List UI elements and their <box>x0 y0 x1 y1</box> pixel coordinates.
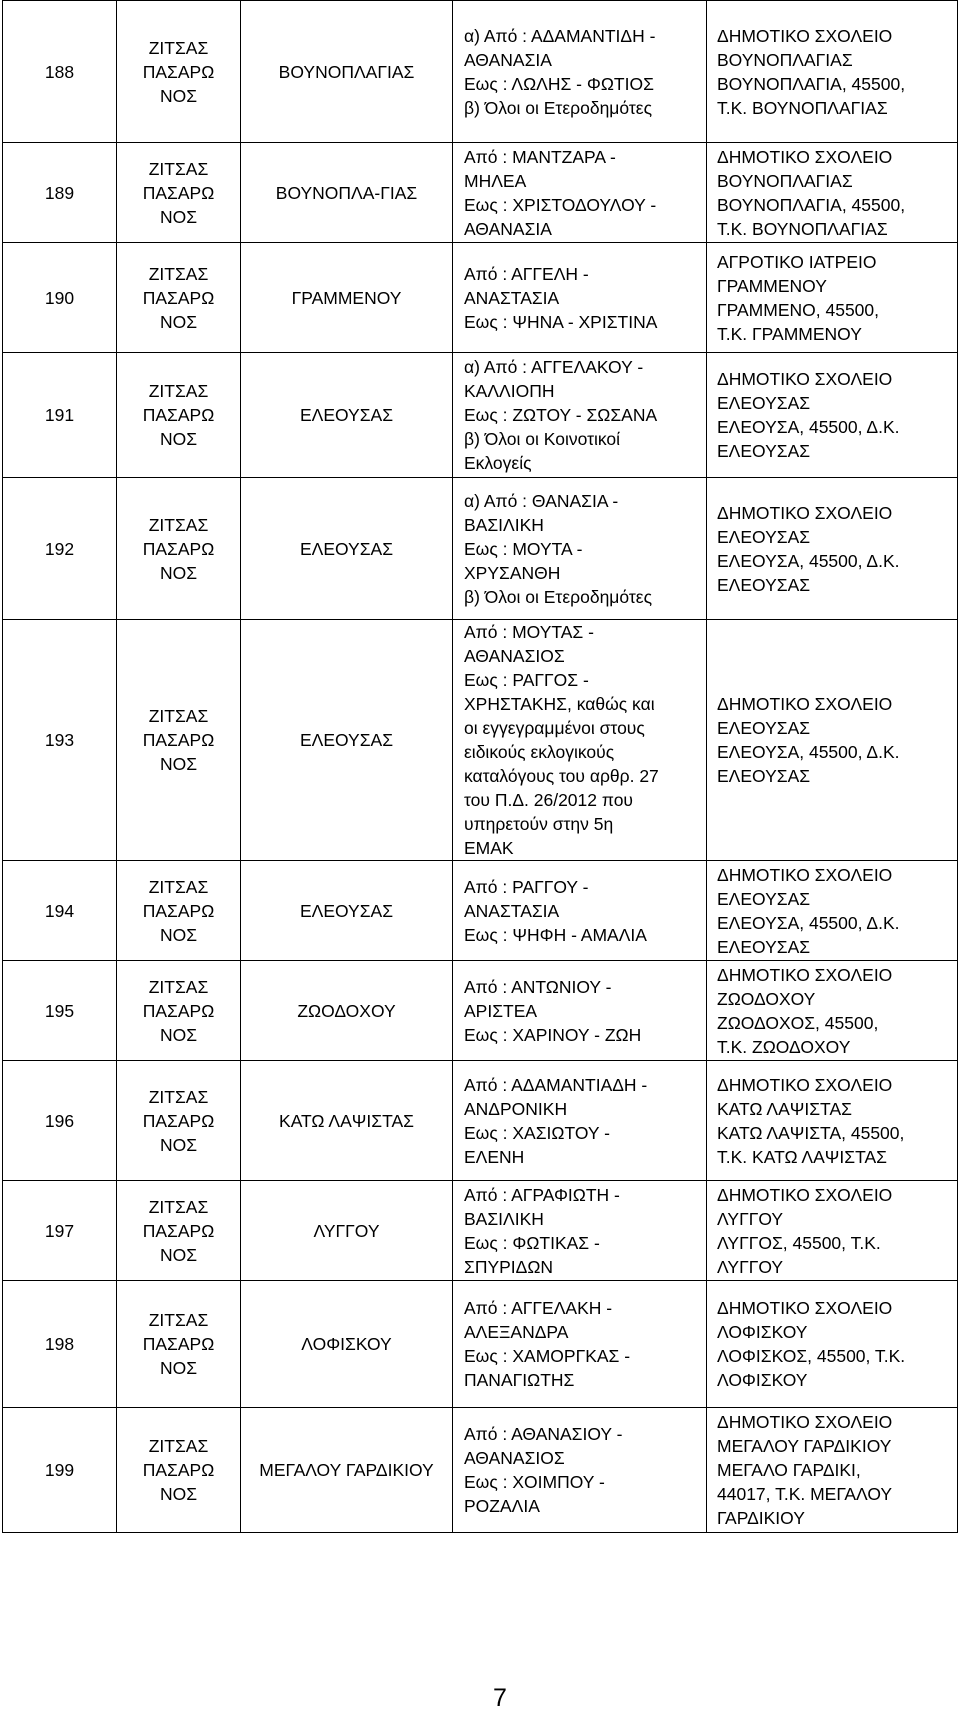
polling-place-cell <box>707 620 958 861</box>
voters-range-cell-line: ΣΠΥΡΙΔΩΝ <box>464 1256 554 1277</box>
voters-range-cell-line: οι εγγεγραμμένοι στους <box>464 718 645 738</box>
polling-place-cell-line: ΓΑΡΔΙΚΙΟΥ <box>717 1508 805 1528</box>
voters-range-cell-line: Εως : ΦΩΤΙΚΑΣ - <box>464 1232 600 1253</box>
municipality-cell-line: ΠΑΣΑΡΩ <box>142 1220 215 1241</box>
polling-place-cell-line: ΔΗΜΟΤΙΚΟ ΣΧΟΛΕΙΟ <box>717 146 893 167</box>
voters-range-cell-line: Από : ΜΟΥΤΑΣ - <box>464 622 594 642</box>
polling-place-cell-line: Τ.Κ. ΒΟΥΝΟΠΛΑΓΙΑΣ <box>717 97 888 118</box>
municipality-cell-line: ΖΙΤΣΑΣ <box>148 158 209 179</box>
community-cell <box>241 1 453 143</box>
municipality-cell-line: ΖΙΤΣΑΣ <box>148 1310 209 1330</box>
voters-range-cell-line: Από : ΑΔΑΜΑΝΤΙΑΔΗ - <box>464 1074 648 1095</box>
voters-range-cell <box>453 961 707 1061</box>
voters-range-cell-line: ΑΝΑΣΤΑΣΙΑ <box>464 900 560 921</box>
municipality-cell-line: ΝΟΣ <box>159 311 198 332</box>
voters-range-cell <box>453 861 707 961</box>
polling-place-cell-line: ΛΟΦΙΣΚΟΣ, 45500, Τ.Κ. <box>717 1346 906 1366</box>
municipality-cell-line: ΠΑΣΑΡΩ <box>142 730 215 750</box>
community-cell <box>241 478 453 620</box>
community-cell <box>241 353 453 478</box>
polling-place-cell-line: ΚΑΤΩ ΛΑΨΙΣΤΑ, 45500, <box>717 1122 905 1143</box>
voters-range-cell <box>453 1061 707 1181</box>
station-number-cell <box>3 1061 117 1181</box>
voters-range-cell <box>453 1408 707 1533</box>
community-cell <box>241 620 453 861</box>
polling-place-cell-line: ΖΩΟΔΟΧΟΥ <box>717 988 816 1009</box>
municipality-cell <box>117 620 241 861</box>
municipality-cell-line: ΠΑΣΑΡΩ <box>142 287 215 308</box>
community-cell <box>241 143 453 243</box>
voters-range-cell-line: Εως : ΛΩΛΗΣ - ΦΩΤΙΟΣ <box>464 73 654 94</box>
municipality-cell-line: ΝΟΣ <box>159 206 198 227</box>
table-row <box>3 861 958 961</box>
voters-range-cell <box>453 1 707 143</box>
polling-place-cell-line: ΕΛΕΟΥΣΑΣ <box>717 936 811 957</box>
polling-place-cell-line: ΕΛΕΟΥΣΑΣ <box>717 888 811 909</box>
voters-range-cell-line: ΕΛΕΝΗ <box>464 1146 525 1167</box>
station-number-cell <box>3 1408 117 1533</box>
table-row <box>3 1181 958 1281</box>
voters-range-cell-line: ΒΑΣΙΛΙΚΗ <box>464 1208 544 1229</box>
municipality-cell-line: ΠΑΣΑΡΩ <box>142 900 215 921</box>
station-number-cell-text: 196 <box>44 1110 75 1131</box>
polling-place-cell <box>707 1061 958 1181</box>
municipality-cell-line: ΖΙΤΣΑΣ <box>148 37 209 58</box>
voters-range-cell-line: Από : ΑΘΑΝΑΣΙΟΥ - <box>464 1424 623 1444</box>
voters-range-cell <box>453 1181 707 1281</box>
voters-range-cell-line: Εως : ΧΡΙΣΤΟΔΟΥΛΟΥ - <box>464 194 657 215</box>
voters-range-cell-line: ΑΝΔΡΟΝΙΚΗ <box>464 1098 568 1119</box>
station-number-cell <box>3 1181 117 1281</box>
municipality-cell-line: ΝΟΣ <box>159 429 198 449</box>
community-cell <box>241 861 453 961</box>
station-number-cell-text: 194 <box>44 900 75 921</box>
voters-range-cell-line: Από : ΡΑΓΓΟΥ - <box>464 876 589 897</box>
polling-place-cell <box>707 1281 958 1408</box>
polling-place-cell <box>707 1181 958 1281</box>
municipality-cell-line: ΝΟΣ <box>159 1484 198 1504</box>
table-row <box>3 1 958 143</box>
polling-place-cell-line: ΚΑΤΩ ΛΑΨΙΣΤΑΣ <box>717 1098 852 1119</box>
table-row <box>3 1281 958 1408</box>
municipality-cell <box>117 478 241 620</box>
polling-place-cell-line: ΔΗΜΟΤΙΚΟ ΣΧΟΛΕΙΟ <box>717 1184 893 1205</box>
municipality-cell <box>117 1181 241 1281</box>
voters-range-cell-line: Από : ΑΓΡΑΦΙΩΤΗ - <box>464 1184 620 1205</box>
voters-range-cell-line: Εως : ΜΟΥΤΑ - <box>464 538 583 559</box>
municipality-cell-line: ΝΟΣ <box>159 562 198 583</box>
voters-range-cell-line: Εως : ΧΑΣΙΩΤΟΥ - <box>464 1122 610 1143</box>
municipality-cell-line: ΝΟΣ <box>159 924 198 945</box>
voters-range-cell-line: ειδικούς εκλογικούς <box>464 742 615 762</box>
station-number-cell-text: 190 <box>44 287 75 308</box>
community-cell-text: ΜΕΓΑΛΟΥ ΓΑΡΔΙΚΙΟΥ <box>259 1460 434 1480</box>
voters-range-cell-line: Εως : ΖΩΤΟΥ - ΣΩΣΑΝΑ <box>464 405 658 425</box>
table-body <box>3 1 958 1533</box>
voters-range-cell-line: β) Όλοι οι Κοινοτικοί <box>464 429 621 449</box>
voters-range-cell-line: ΧΡΗΣΤΑΚΗΣ, καθώς και <box>464 694 655 714</box>
polling-place-cell <box>707 1408 958 1533</box>
polling-place-cell <box>707 478 958 620</box>
community-cell-text: ΖΩΟΔΟΧΟΥ <box>297 1000 396 1021</box>
polling-place-cell <box>707 143 958 243</box>
polling-place-cell-line: ΔΗΜΟΤΙΚΟ ΣΧΟΛΕΙΟ <box>717 25 893 46</box>
community-cell <box>241 961 453 1061</box>
voters-range-cell-line: ΡΟΖΑΛΙΑ <box>464 1496 540 1516</box>
station-number-cell <box>3 620 117 861</box>
community-cell <box>241 1281 453 1408</box>
polling-place-cell-line: ΕΛΕΟΥΣΑΣ <box>717 393 811 413</box>
station-number-cell-text: 199 <box>44 1460 75 1480</box>
community-cell-text: ΛΟΦΙΣΚΟΥ <box>301 1334 392 1354</box>
table-row <box>3 1408 958 1533</box>
municipality-cell-line: ΖΙΤΣΑΣ <box>148 706 209 726</box>
municipality-cell-line: ΝΟΣ <box>159 1358 198 1378</box>
voters-range-cell <box>453 143 707 243</box>
polling-place-cell <box>707 353 958 478</box>
polling-place-cell <box>707 1 958 143</box>
community-cell-text: ΒΟΥΝΟΠΛΑΓΙΑΣ <box>278 61 415 82</box>
polling-place-cell-line: ΒΟΥΝΟΠΛΑΓΙΑ, 45500, <box>717 73 906 94</box>
polling-place-cell-line: ΔΗΜΟΤΙΚΟ ΣΧΟΛΕΙΟ <box>717 964 893 985</box>
table-row <box>3 961 958 1061</box>
voters-range-cell-line: υπηρετούν στην 5η <box>464 814 614 834</box>
station-number-cell <box>3 353 117 478</box>
polling-place-cell-line: ΒΟΥΝΟΠΛΑΓΙΑ, 45500, <box>717 194 906 215</box>
municipality-cell <box>117 353 241 478</box>
polling-place-cell-line: ΓΡΑΜΜΕΝΟ, 45500, <box>717 299 880 320</box>
voters-range-cell-line: Από : ΑΝΤΩΝΙΟΥ - <box>464 976 612 997</box>
municipality-cell-line: ΖΙΤΣΑΣ <box>148 1086 209 1107</box>
polling-place-cell-line: ΒΟΥΝΟΠΛΑΓΙΑΣ <box>717 49 853 70</box>
municipality-cell <box>117 961 241 1061</box>
municipality-cell-line: ΖΙΤΣΑΣ <box>148 381 209 401</box>
community-cell <box>241 1061 453 1181</box>
municipality-cell-line: ΝΟΣ <box>159 1244 198 1265</box>
municipality-cell-line: ΠΑΣΑΡΩ <box>142 1460 215 1480</box>
voters-range-cell-line: ΑΡΙΣΤΕΑ <box>464 1000 538 1021</box>
table-row <box>3 478 958 620</box>
community-cell <box>241 1408 453 1533</box>
polling-place-cell-line: ΛΥΓΓΟΥ <box>717 1256 784 1277</box>
community-cell-text: ΕΛΕΟΥΣΑΣ <box>299 730 394 750</box>
voters-range-cell-line: ΠΑΝΑΓΙΩΤΗΣ <box>464 1370 575 1390</box>
voters-range-cell-line: Εως : ΧΑΡΙΝΟΥ - ΖΩΗ <box>464 1024 642 1045</box>
municipality-cell <box>117 1061 241 1181</box>
polling-place-cell-line: ΜΕΓΑΛΟΥ ΓΑΡΔΙΚΙΟΥ <box>717 1436 892 1456</box>
voters-range-cell <box>453 243 707 353</box>
municipality-cell <box>117 1408 241 1533</box>
voters-range-cell-line: ΑΛΕΞΑΝΔΡΑ <box>464 1322 569 1342</box>
voters-range-cell-line: Από : ΜΑΝΤΖΑΡΑ - <box>464 146 616 167</box>
polling-place-cell-line: ΓΡΑΜΜΕΝΟΥ <box>717 275 827 296</box>
station-number-cell-text: 191 <box>44 405 75 425</box>
voters-range-cell-line: ΜΗΛΕΑ <box>464 170 527 191</box>
polling-place-cell-line: ΕΛΕΟΥΣΑ, 45500, Δ.Κ. <box>717 742 900 762</box>
page-number: 7 <box>493 1684 507 1712</box>
station-number-cell-text: 193 <box>44 730 75 750</box>
polling-place-cell-line: ΔΗΜΟΤΙΚΟ ΣΧΟΛΕΙΟ <box>717 1074 893 1095</box>
voters-range-cell-line: ΑΘΑΝΑΣΙΟΣ <box>464 646 565 666</box>
station-number-cell <box>3 961 117 1061</box>
voters-range-cell-line: ΑΘΑΝΑΣΙΑ <box>464 49 552 70</box>
municipality-cell <box>117 143 241 243</box>
polling-place-cell-line: ΛΥΓΓΟΣ, 45500, Τ.Κ. <box>717 1232 881 1253</box>
polling-place-cell-line: ΕΛΕΟΥΣΑΣ <box>717 718 811 738</box>
table-row <box>3 353 958 478</box>
voters-range-cell-line: α) Από : ΑΔΑΜΑΝΤΙΔΗ - <box>464 25 656 46</box>
station-number-cell <box>3 143 117 243</box>
municipality-cell-line: ΠΑΣΑΡΩ <box>142 1334 215 1354</box>
voters-range-cell-line: ΧΡΥΣΑΝΘΗ <box>464 562 561 583</box>
polling-place-cell-line: ΔΗΜΟΤΙΚΟ ΣΧΟΛΕΙΟ <box>717 1412 893 1432</box>
voters-range-cell-line: β) Όλοι οι Ετεροδημότες <box>464 97 653 118</box>
voters-range-cell-line: Εκλογείς <box>464 453 532 473</box>
municipality-cell-line: ΠΑΣΑΡΩ <box>142 405 215 425</box>
voters-range-cell-line: ΑΘΑΝΑΣΙΟΣ <box>464 1448 565 1468</box>
municipality-cell-line: ΖΙΤΣΑΣ <box>148 1436 209 1456</box>
polling-place-cell-line: ΖΩΟΔΟΧΟΣ, 45500, <box>717 1012 879 1033</box>
polling-place-cell-line: Τ.Κ. ΖΩΟΔΟΧΟΥ <box>717 1036 851 1057</box>
voters-range-cell-line: β) Όλοι οι Ετεροδημότες <box>464 586 653 607</box>
municipality-cell-line: ΖΙΤΣΑΣ <box>148 976 209 997</box>
polling-place-cell <box>707 243 958 353</box>
polling-place-cell-line: ΔΗΜΟΤΙΚΟ ΣΧΟΛΕΙΟ <box>717 502 893 523</box>
municipality-cell-line: ΠΑΣΑΡΩ <box>142 182 215 203</box>
voters-range-cell-line: του Π.Δ. 26/2012 που <box>464 790 633 810</box>
station-number-cell-text: 188 <box>44 61 75 82</box>
voters-range-cell-line: α) Από : ΑΓΓΕΛΑΚΟΥ - <box>464 357 644 377</box>
voters-range-cell-line: Από : ΑΓΓΕΛΗ - <box>464 263 589 284</box>
polling-place-cell-line: ΕΛΕΟΥΣΑ, 45500, Δ.Κ. <box>717 550 900 571</box>
station-number-cell <box>3 1281 117 1408</box>
polling-place-cell-line: ΕΛΕΟΥΣΑΣ <box>717 441 811 461</box>
community-cell <box>241 1181 453 1281</box>
polling-place-cell-line: ΑΓΡΟΤΙΚΟ ΙΑΤΡΕΙΟ <box>717 251 877 272</box>
station-number-cell-text: 192 <box>44 538 75 559</box>
community-cell-text: ΛΥΓΓΟΥ <box>313 1220 380 1241</box>
community-cell-text: ΕΛΕΟΥΣΑΣ <box>299 405 394 425</box>
polling-place-cell-line: ΕΛΕΟΥΣΑ, 45500, Δ.Κ. <box>717 417 900 437</box>
voters-range-cell-line: ΚΑΛΛΙΟΠΗ <box>464 381 555 401</box>
voters-range-cell-line: ΒΑΣΙΛΙΚΗ <box>464 514 544 535</box>
municipality-cell <box>117 243 241 353</box>
polling-place-cell <box>707 861 958 961</box>
polling-place-cell-line: 44017, Τ.Κ. ΜΕΓΑΛΟΥ <box>717 1484 893 1504</box>
municipality-cell-line: ΝΟΣ <box>159 85 198 106</box>
voters-range-cell-line: ΕΜΑΚ <box>464 838 514 858</box>
municipality-cell-line: ΠΑΣΑΡΩ <box>142 1110 215 1131</box>
polling-place-cell-line: ΜΕΓΑΛΟ ΓΑΡΔΙΚΙ, <box>717 1460 861 1480</box>
station-number-cell-text: 195 <box>44 1000 75 1021</box>
voters-range-cell <box>453 353 707 478</box>
municipality-cell-line: ΝΟΣ <box>159 1134 198 1155</box>
polling-place-cell <box>707 961 958 1061</box>
community-cell <box>241 243 453 353</box>
polling-place-cell-line: ΛΟΦΙΣΚΟΥ <box>717 1322 808 1342</box>
voters-range-cell-line: Εως : ΧΑΜΟΡΓΚΑΣ - <box>464 1346 631 1366</box>
polling-place-cell-line: ΕΛΕΟΥΣΑΣ <box>717 526 811 547</box>
polling-place-cell-line: ΕΛΕΟΥΣΑ, 45500, Δ.Κ. <box>717 912 900 933</box>
voters-range-cell-line: Εως : ΨΗΦΗ - ΑΜΑΛΙΑ <box>464 924 647 945</box>
voters-range-cell-line: Εως : ΨΗΝΑ - ΧΡΙΣΤΙΝΑ <box>464 311 658 332</box>
municipality-cell-line: ΝΟΣ <box>159 1024 198 1045</box>
table-row <box>3 620 958 861</box>
municipality-cell <box>117 1 241 143</box>
polling-place-cell-line: ΔΗΜΟΤΙΚΟ ΣΧΟΛΕΙΟ <box>717 369 893 389</box>
voters-range-cell-line: ΑΝΑΣΤΑΣΙΑ <box>464 287 560 308</box>
station-number-cell-text: 197 <box>44 1220 75 1241</box>
voters-range-cell-line: Από : ΑΓΓΕΛΑΚΗ - <box>464 1298 613 1318</box>
municipality-cell-line: ΖΙΤΣΑΣ <box>148 514 209 535</box>
polling-place-cell-line: ΛΟΦΙΣΚΟΥ <box>717 1370 808 1390</box>
table-row <box>3 143 958 243</box>
municipality-cell-line: ΝΟΣ <box>159 754 198 774</box>
voters-range-cell-line: καταλόγους του αρθρ. 27 <box>464 766 659 786</box>
polling-place-cell-line: Τ.Κ. ΒΟΥΝΟΠΛΑΓΙΑΣ <box>717 218 888 239</box>
table-row <box>3 1061 958 1181</box>
municipality-cell-line: ΖΙΤΣΑΣ <box>148 1196 209 1217</box>
polling-place-cell-line: Τ.Κ. ΚΑΤΩ ΛΑΨΙΣΤΑΣ <box>717 1146 887 1167</box>
polling-stations-table <box>2 0 958 1533</box>
municipality-cell-line: ΠΑΣΑΡΩ <box>142 61 215 82</box>
polling-place-cell-line: ΔΗΜΟΤΙΚΟ ΣΧΟΛΕΙΟ <box>717 694 893 714</box>
polling-place-cell-line: Τ.Κ. ΓΡΑΜΜΕΝΟΥ <box>717 323 862 344</box>
municipality-cell-line: ΠΑΣΑΡΩ <box>142 1000 215 1021</box>
municipality-cell-line: ΖΙΤΣΑΣ <box>148 263 209 284</box>
station-number-cell <box>3 243 117 353</box>
polling-place-cell-line: ΕΛΕΟΥΣΑΣ <box>717 766 811 786</box>
voters-range-cell-line: α) Από : ΘΑΝΑΣΙΑ - <box>464 490 619 511</box>
community-cell-text: ΒΟΥΝΟΠΛΑ-ΓΙΑΣ <box>275 182 418 203</box>
municipality-cell <box>117 861 241 961</box>
voters-range-cell <box>453 478 707 620</box>
voters-range-cell <box>453 1281 707 1408</box>
municipality-cell-line: ΖΙΤΣΑΣ <box>148 876 209 897</box>
voters-range-cell-line: ΑΘΑΝΑΣΙΑ <box>464 218 552 239</box>
voters-range-cell-line: Εως : ΡΑΓΓΟΣ - <box>464 670 589 690</box>
table-row <box>3 243 958 353</box>
station-number-cell <box>3 861 117 961</box>
polling-place-cell-line: ΔΗΜΟΤΙΚΟ ΣΧΟΛΕΙΟ <box>717 864 893 885</box>
station-number-cell-text: 198 <box>44 1334 75 1354</box>
polling-place-cell-line: ΕΛΕΟΥΣΑΣ <box>717 574 811 595</box>
polling-place-cell-line: ΔΗΜΟΤΙΚΟ ΣΧΟΛΕΙΟ <box>717 1298 893 1318</box>
municipality-cell <box>117 1281 241 1408</box>
voters-range-cell <box>453 620 707 861</box>
community-cell-text: ΕΛΕΟΥΣΑΣ <box>299 538 394 559</box>
polling-place-cell-line: ΛΥΓΓΟΥ <box>717 1208 784 1229</box>
municipality-cell-line: ΠΑΣΑΡΩ <box>142 538 215 559</box>
community-cell-text: ΕΛΕΟΥΣΑΣ <box>299 900 394 921</box>
community-cell-text: ΓΡΑΜΜΕΝΟΥ <box>291 287 402 308</box>
station-number-cell <box>3 478 117 620</box>
station-number-cell-text: 189 <box>44 182 75 203</box>
station-number-cell <box>3 1 117 143</box>
voters-range-cell-line: Εως : ΧΟΙΜΠΟΥ - <box>464 1472 605 1492</box>
polling-place-cell-line: ΒΟΥΝΟΠΛΑΓΙΑΣ <box>717 170 853 191</box>
community-cell-text: ΚΑΤΩ ΛΑΨΙΣΤΑΣ <box>279 1110 414 1131</box>
